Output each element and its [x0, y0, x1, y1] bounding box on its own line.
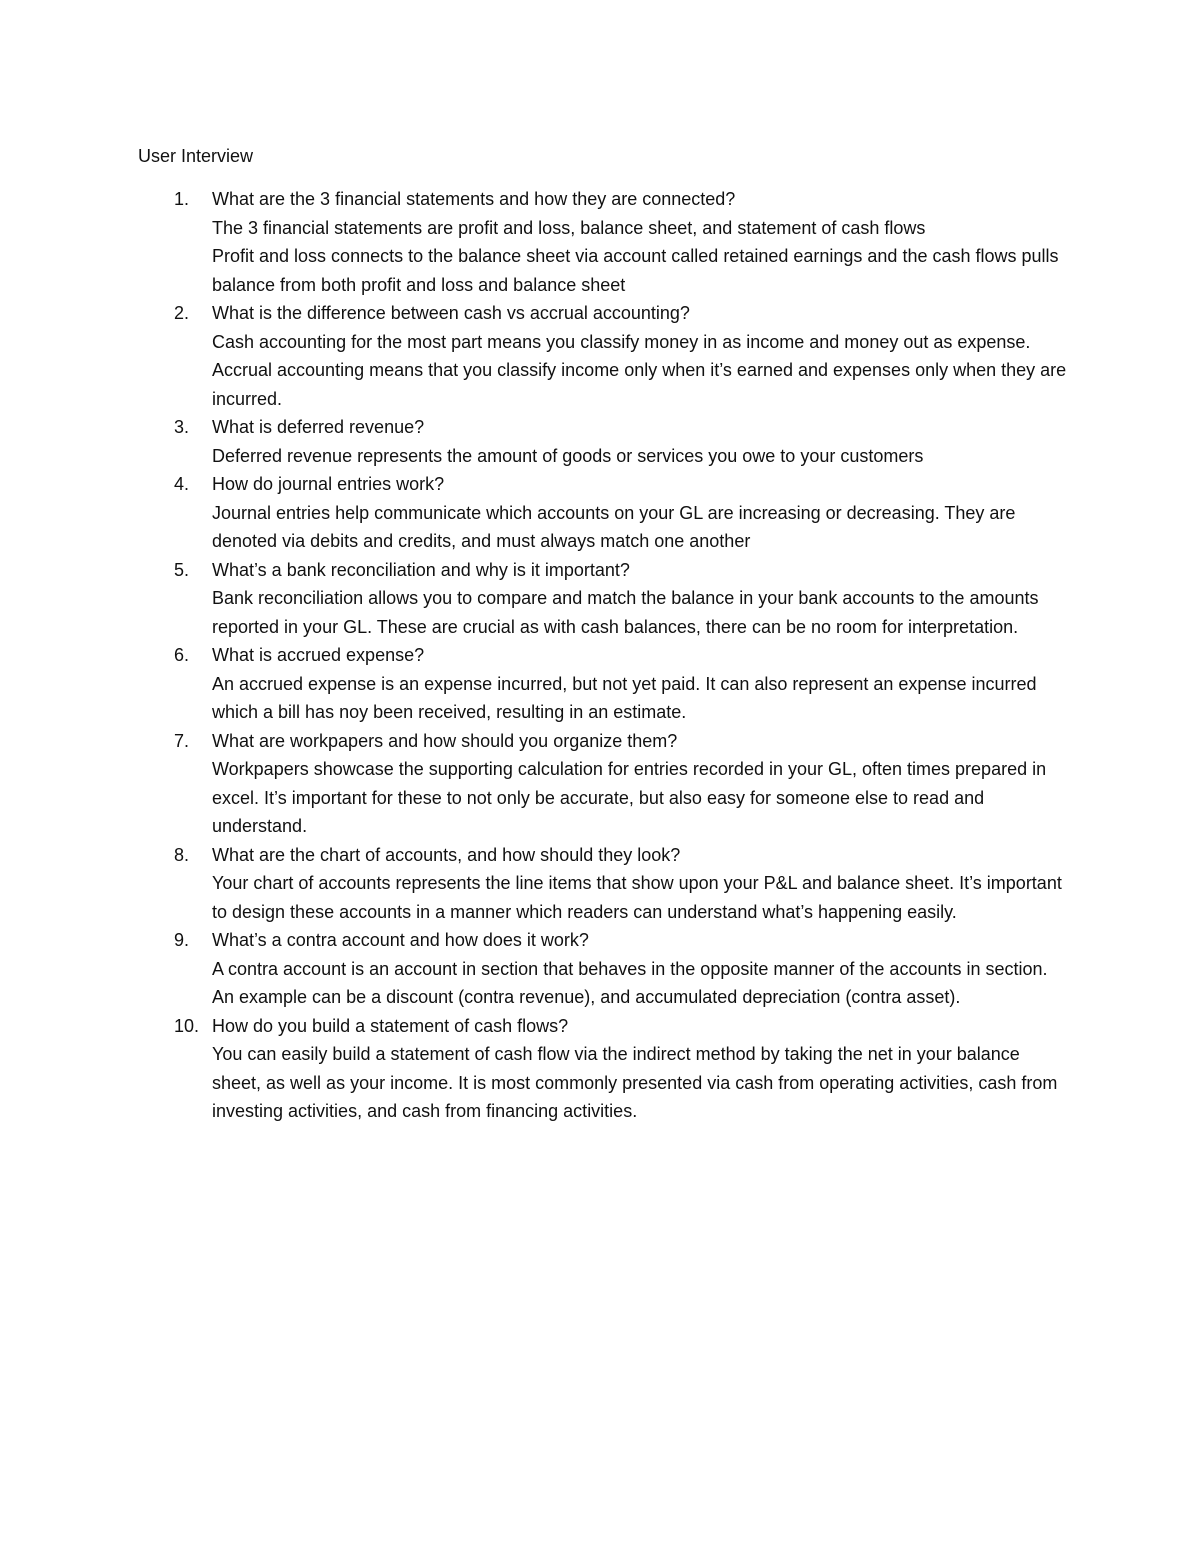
question-text: What is deferred revenue? — [212, 417, 425, 437]
question-text: What is accrued expense? — [212, 645, 425, 665]
list-item-number: 5. — [174, 559, 190, 580]
answer-line: Workpapers showcase the supporting calculation for entries recorded in your GL, often times prepared in excel. It’s important for these to not only be accurate, but also easy for someone else to read and understand. — [212, 759, 1047, 836]
answer-text — [212, 584, 1068, 641]
list-item — [138, 926, 1068, 1012]
list-item-number: 7. — [174, 730, 190, 751]
answer-text — [212, 1040, 1068, 1126]
answer-line: You can easily build a statement of cash flow via the indirect method by taking the net in your balance sheet, as well as your income. It is most commonly presented via cash from operating activities, cash from investing activities, and cash from financing activities. — [212, 1044, 1058, 1121]
list-item-number: 1. — [174, 189, 190, 209]
question-text: What’s a contra account and how does it work? — [212, 930, 589, 950]
answer-line: Bank reconciliation allows you to compare and match the balance in your bank accounts to the amounts reported in your GL. These are crucial as with cash balances, there can be no room for interpretation. — [212, 588, 1039, 637]
question-text: What is the difference between cash vs accrual accounting? — [212, 303, 690, 323]
question-text: How do journal entries work? — [212, 474, 445, 494]
answer-line: Cash accounting for the most part means you classify money in as income and money out as expense. Accrual accounting means that you classify income only when it’s earned and expenses only when they are incurred. — [212, 331, 1067, 409]
list-item-number: 6. — [174, 645, 190, 665]
answer-line: Your chart of accounts represents the line items that show upon your P&L and balance sheet. It’s important to design these accounts in a manner which readers can understand what’s happening easily. — [212, 873, 1062, 922]
question-text: What’s a bank reconciliation and why is it important? — [212, 559, 630, 580]
question-text: How do you build a statement of cash flows? — [212, 1015, 569, 1036]
answer-text — [212, 869, 1068, 926]
list-item — [138, 470, 1068, 556]
answer-line: The 3 financial statements are profit and loss, balance sheet, and statement of cash flows — [212, 217, 926, 238]
answer-text — [212, 442, 1068, 471]
question-text: What are the 3 financial statements and how they are connected? — [212, 189, 736, 209]
list-item-number: 9. — [174, 930, 190, 950]
answer-line: A contra account is an account in section that behaves in the opposite manner of the accounts in section. An example can be a discount (contra revenue), and accumulated depreciation (contra asset). — [212, 958, 1048, 1007]
list-item-number: 4. — [174, 474, 190, 494]
list-item-number: 10. — [174, 1015, 200, 1036]
question-text: What are the chart of accounts, and how should they look? — [212, 844, 681, 865]
answer-text — [212, 755, 1068, 841]
list-item — [138, 413, 1068, 470]
question-list — [138, 185, 1068, 1126]
list-item-number: 8. — [174, 844, 190, 865]
page-title: User Interview — [138, 146, 254, 166]
answer-text — [212, 955, 1068, 1012]
list-item — [138, 641, 1068, 727]
list-item — [138, 727, 1068, 841]
list-item-number: 3. — [174, 417, 190, 437]
answer-text — [212, 670, 1068, 727]
list-item — [138, 841, 1068, 927]
answer-line: An accrued expense is an expense incurred, but not yet paid. It can also represent an expense incurred which a bill has noy been received, resulting in an estimate. — [212, 673, 1037, 722]
list-item — [138, 185, 1068, 299]
list-item — [138, 556, 1068, 642]
answer-line: Profit and loss connects to the balance sheet via account called retained earnings and the cash flows pulls balance from both profit and loss and balance sheet — [212, 246, 1059, 295]
answer-line: Deferred revenue represents the amount of goods or services you owe to your customers — [212, 445, 924, 466]
answer-text — [212, 328, 1068, 414]
list-item — [138, 299, 1068, 413]
answer-text — [212, 499, 1068, 556]
answer-text — [212, 214, 1068, 300]
list-item — [138, 1012, 1068, 1126]
answer-line: Journal entries help communicate which accounts on your GL are increasing or decreasing. They are denoted via debits and credits, and must always match one another — [212, 502, 1016, 551]
question-text: What are workpapers and how should you organize them? — [212, 730, 678, 751]
list-item-number: 2. — [174, 303, 190, 323]
